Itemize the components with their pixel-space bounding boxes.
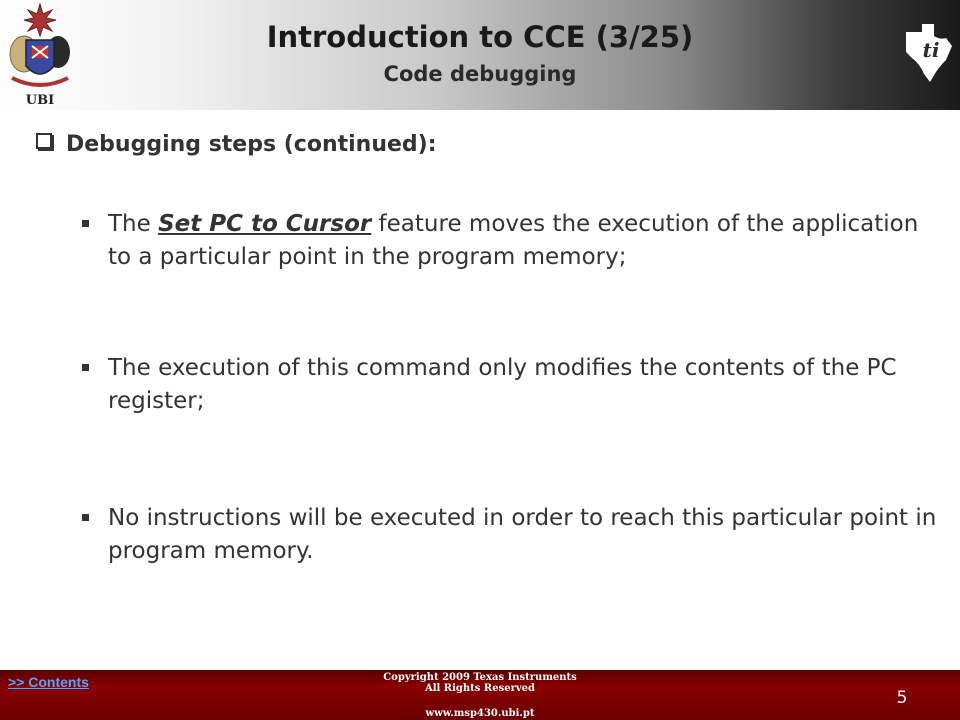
bullet-text: The execution of this command only modifies the contents of the PC register; [108, 355, 897, 414]
page-number: 5 [896, 688, 908, 708]
slide-footer [0, 670, 960, 720]
copyright-notice [300, 672, 660, 694]
square-bullet-icon [82, 364, 89, 371]
bullet-suffix: feature moves the execution of the application to a particular point in the program memory; [108, 211, 919, 270]
checkbox-bullet-icon [36, 133, 52, 149]
bullet-prefix: The [108, 211, 159, 237]
copyright-line: Copyright 2009 Texas Instruments [383, 672, 577, 683]
svg-text:ti: ti [922, 38, 940, 62]
set-pc-to-cursor-link[interactable]: Set PC to Cursor [158, 211, 372, 237]
bullet-item [78, 502, 938, 568]
texas-instruments-logo [900, 12, 960, 92]
slide-title: Introduction to CCE (3/25) [266, 20, 694, 54]
bullet-text: No instructions will be executed in order to reach this particular point in program memory. [108, 505, 937, 564]
section-heading [36, 132, 437, 157]
square-bullet-icon [82, 220, 89, 227]
bullet-item [78, 352, 938, 418]
contents-link[interactable]: >> Contents [8, 674, 89, 690]
section-heading-text: Debugging steps (continued): [66, 132, 437, 157]
bullet-item [78, 208, 938, 274]
ubi-crest-logo [2, 2, 78, 106]
rights-line: All Rights Reserved [424, 683, 536, 694]
ubi-logo-text: UBI [25, 93, 55, 106]
slide-subtitle: Code debugging [383, 62, 577, 86]
slide-header [0, 0, 960, 110]
square-bullet-icon [82, 514, 89, 521]
website-url: www.msp430.ubi.pt [425, 708, 535, 719]
